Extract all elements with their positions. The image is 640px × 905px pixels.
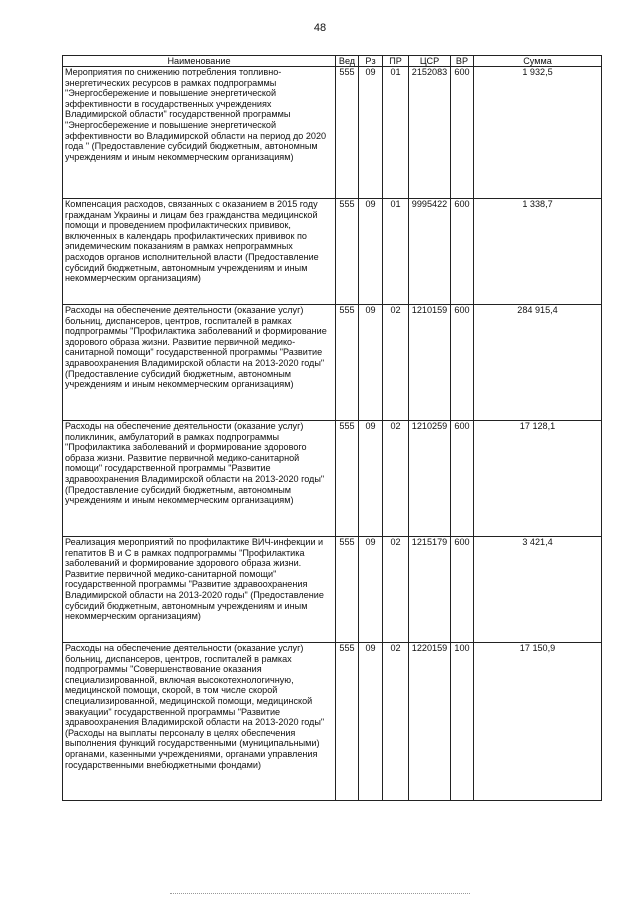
row-csr: 1210159 bbox=[409, 305, 451, 421]
row-csr: 2152083 bbox=[409, 67, 451, 199]
table-row bbox=[63, 421, 602, 537]
row-sum: 284 915,4 bbox=[474, 305, 602, 421]
row-rz: 09 bbox=[359, 199, 383, 305]
row-name: Мероприятия по снижению потребления топливно-энергетических ресурсов в рамках подпрограммы "Энергосбережение и повышение энергетической эффективности в государственных учреждениях Владимирской области" государственной программы "Энергосбережение и повышение энергетической эффективности во Владимирской области на период до 2020 года " (Предоставление субсидий бюджетным, автономным учреждениям и иным некоммерческим организациям) bbox=[63, 67, 336, 199]
row-pr: 02 bbox=[383, 305, 409, 421]
row-csr: 9995422 bbox=[409, 199, 451, 305]
table-header-row bbox=[63, 56, 602, 67]
row-vr: 100 bbox=[451, 643, 474, 801]
row-sum: 1 338,7 bbox=[474, 199, 602, 305]
row-rz: 09 bbox=[359, 643, 383, 801]
header-csr: ЦСР bbox=[409, 56, 451, 67]
row-vr: 600 bbox=[451, 67, 474, 199]
row-vr: 600 bbox=[451, 305, 474, 421]
row-name: Реализация мероприятий по профилактике ВИЧ-инфекции и гепатитов В и С в рамках подпрограммы "Профилактика заболеваний и формирование здорового образа жизни. Развитие первичной медико-санитарной помощи" государственной программы "Развитие здравоохранения Владимирской области на 2013-2020 годы" (Предоставление субсидий бюджетным, автономным учреждениям и иным некоммерческим организациям) bbox=[63, 537, 336, 643]
row-name: Расходы на обеспечение деятельности (оказание услуг) поликлиник, амбулаторий в рамках подпрограммы "Профилактика заболеваний и формирование здорового образа жизни. Развитие первичной медико-санитарной помощи" государственной программы "Развитие здравоохранения Владимирской области на 2013-2020 годы" (Предоставление субсидий бюджетным, автономным учреждениям и иным некоммерческим организациям) bbox=[63, 421, 336, 537]
row-pr: 01 bbox=[383, 199, 409, 305]
row-name: Расходы на обеспечение деятельности (оказание услуг) больниц, диспансеров, центров, госпиталей в рамках подпрограммы "Профилактика заболеваний и формирование здорового образа жизни. Развитие первичной медико-санитарной помощи" государственной программы "Развитие здравоохранения Владимирской области на 2013-2020 годы" (Предоставление субсидий бюджетным, автономным учреждениям и иным некоммерческим организациям) bbox=[63, 305, 336, 421]
budget-table bbox=[62, 55, 602, 801]
row-vr: 600 bbox=[451, 199, 474, 305]
row-ved: 555 bbox=[336, 643, 359, 801]
row-name: Расходы на обеспечение деятельности (оказание услуг) больниц, диспансеров, центров, госпиталей в рамках подпрограммы "Совершенствование оказания специализированной, включая высокотехнологичную, медицинской помощи, скорой, в том числе скорой специализированной, медицинской помощи, медицинской эвакуации" государственной программы "Развитие здравоохранения Владимирской области на 2013-2020 годы" (Расходы на выплаты персоналу в целях обеспечения выполнения функций государственными (муниципальными) органами, казенными учреждениями, органами управления государственными внебюджетными фондами) bbox=[63, 643, 336, 801]
row-ved: 555 bbox=[336, 67, 359, 199]
bottom-divider bbox=[170, 893, 470, 894]
row-pr: 02 bbox=[383, 643, 409, 801]
row-pr: 01 bbox=[383, 67, 409, 199]
table-row bbox=[63, 537, 602, 643]
table-row bbox=[63, 67, 602, 199]
header-sum: Сумма bbox=[474, 56, 602, 67]
header-name: Наименование bbox=[63, 56, 336, 67]
row-sum: 17 128,1 bbox=[474, 421, 602, 537]
row-sum: 3 421,4 bbox=[474, 537, 602, 643]
header-vr: ВР bbox=[451, 56, 474, 67]
page-number: 48 bbox=[313, 22, 327, 34]
row-vr: 600 bbox=[451, 537, 474, 643]
row-rz: 09 bbox=[359, 537, 383, 643]
row-csr: 1215179 bbox=[409, 537, 451, 643]
row-rz: 09 bbox=[359, 67, 383, 199]
row-csr: 1210259 bbox=[409, 421, 451, 537]
row-ved: 555 bbox=[336, 421, 359, 537]
row-ved: 555 bbox=[336, 199, 359, 305]
header-pr: ПР bbox=[383, 56, 409, 67]
row-vr: 600 bbox=[451, 421, 474, 537]
header-ved: Вед bbox=[336, 56, 359, 67]
row-rz: 09 bbox=[359, 421, 383, 537]
row-ved: 555 bbox=[336, 305, 359, 421]
table-row bbox=[63, 199, 602, 305]
header-rz: Рз bbox=[359, 56, 383, 67]
row-ved: 555 bbox=[336, 537, 359, 643]
row-pr: 02 bbox=[383, 421, 409, 537]
row-sum: 17 150,9 bbox=[474, 643, 602, 801]
row-rz: 09 bbox=[359, 305, 383, 421]
row-sum: 1 932,5 bbox=[474, 67, 602, 199]
table-row bbox=[63, 305, 602, 421]
row-pr: 02 bbox=[383, 537, 409, 643]
row-name: Компенсация расходов, связанных с оказанием в 2015 году гражданам Украины и лицам без гражданства медицинской помощи и проведением профилактических прививок, включенных в календарь профилактических прививок по эпидемическим показаниям в рамках непрограммных расходов органов исполнительной власти (Предоставление субсидий бюджетным, автономным учреждениям и иным некоммерческим организациям) bbox=[63, 199, 336, 305]
table-row bbox=[63, 643, 602, 801]
row-csr: 1220159 bbox=[409, 643, 451, 801]
